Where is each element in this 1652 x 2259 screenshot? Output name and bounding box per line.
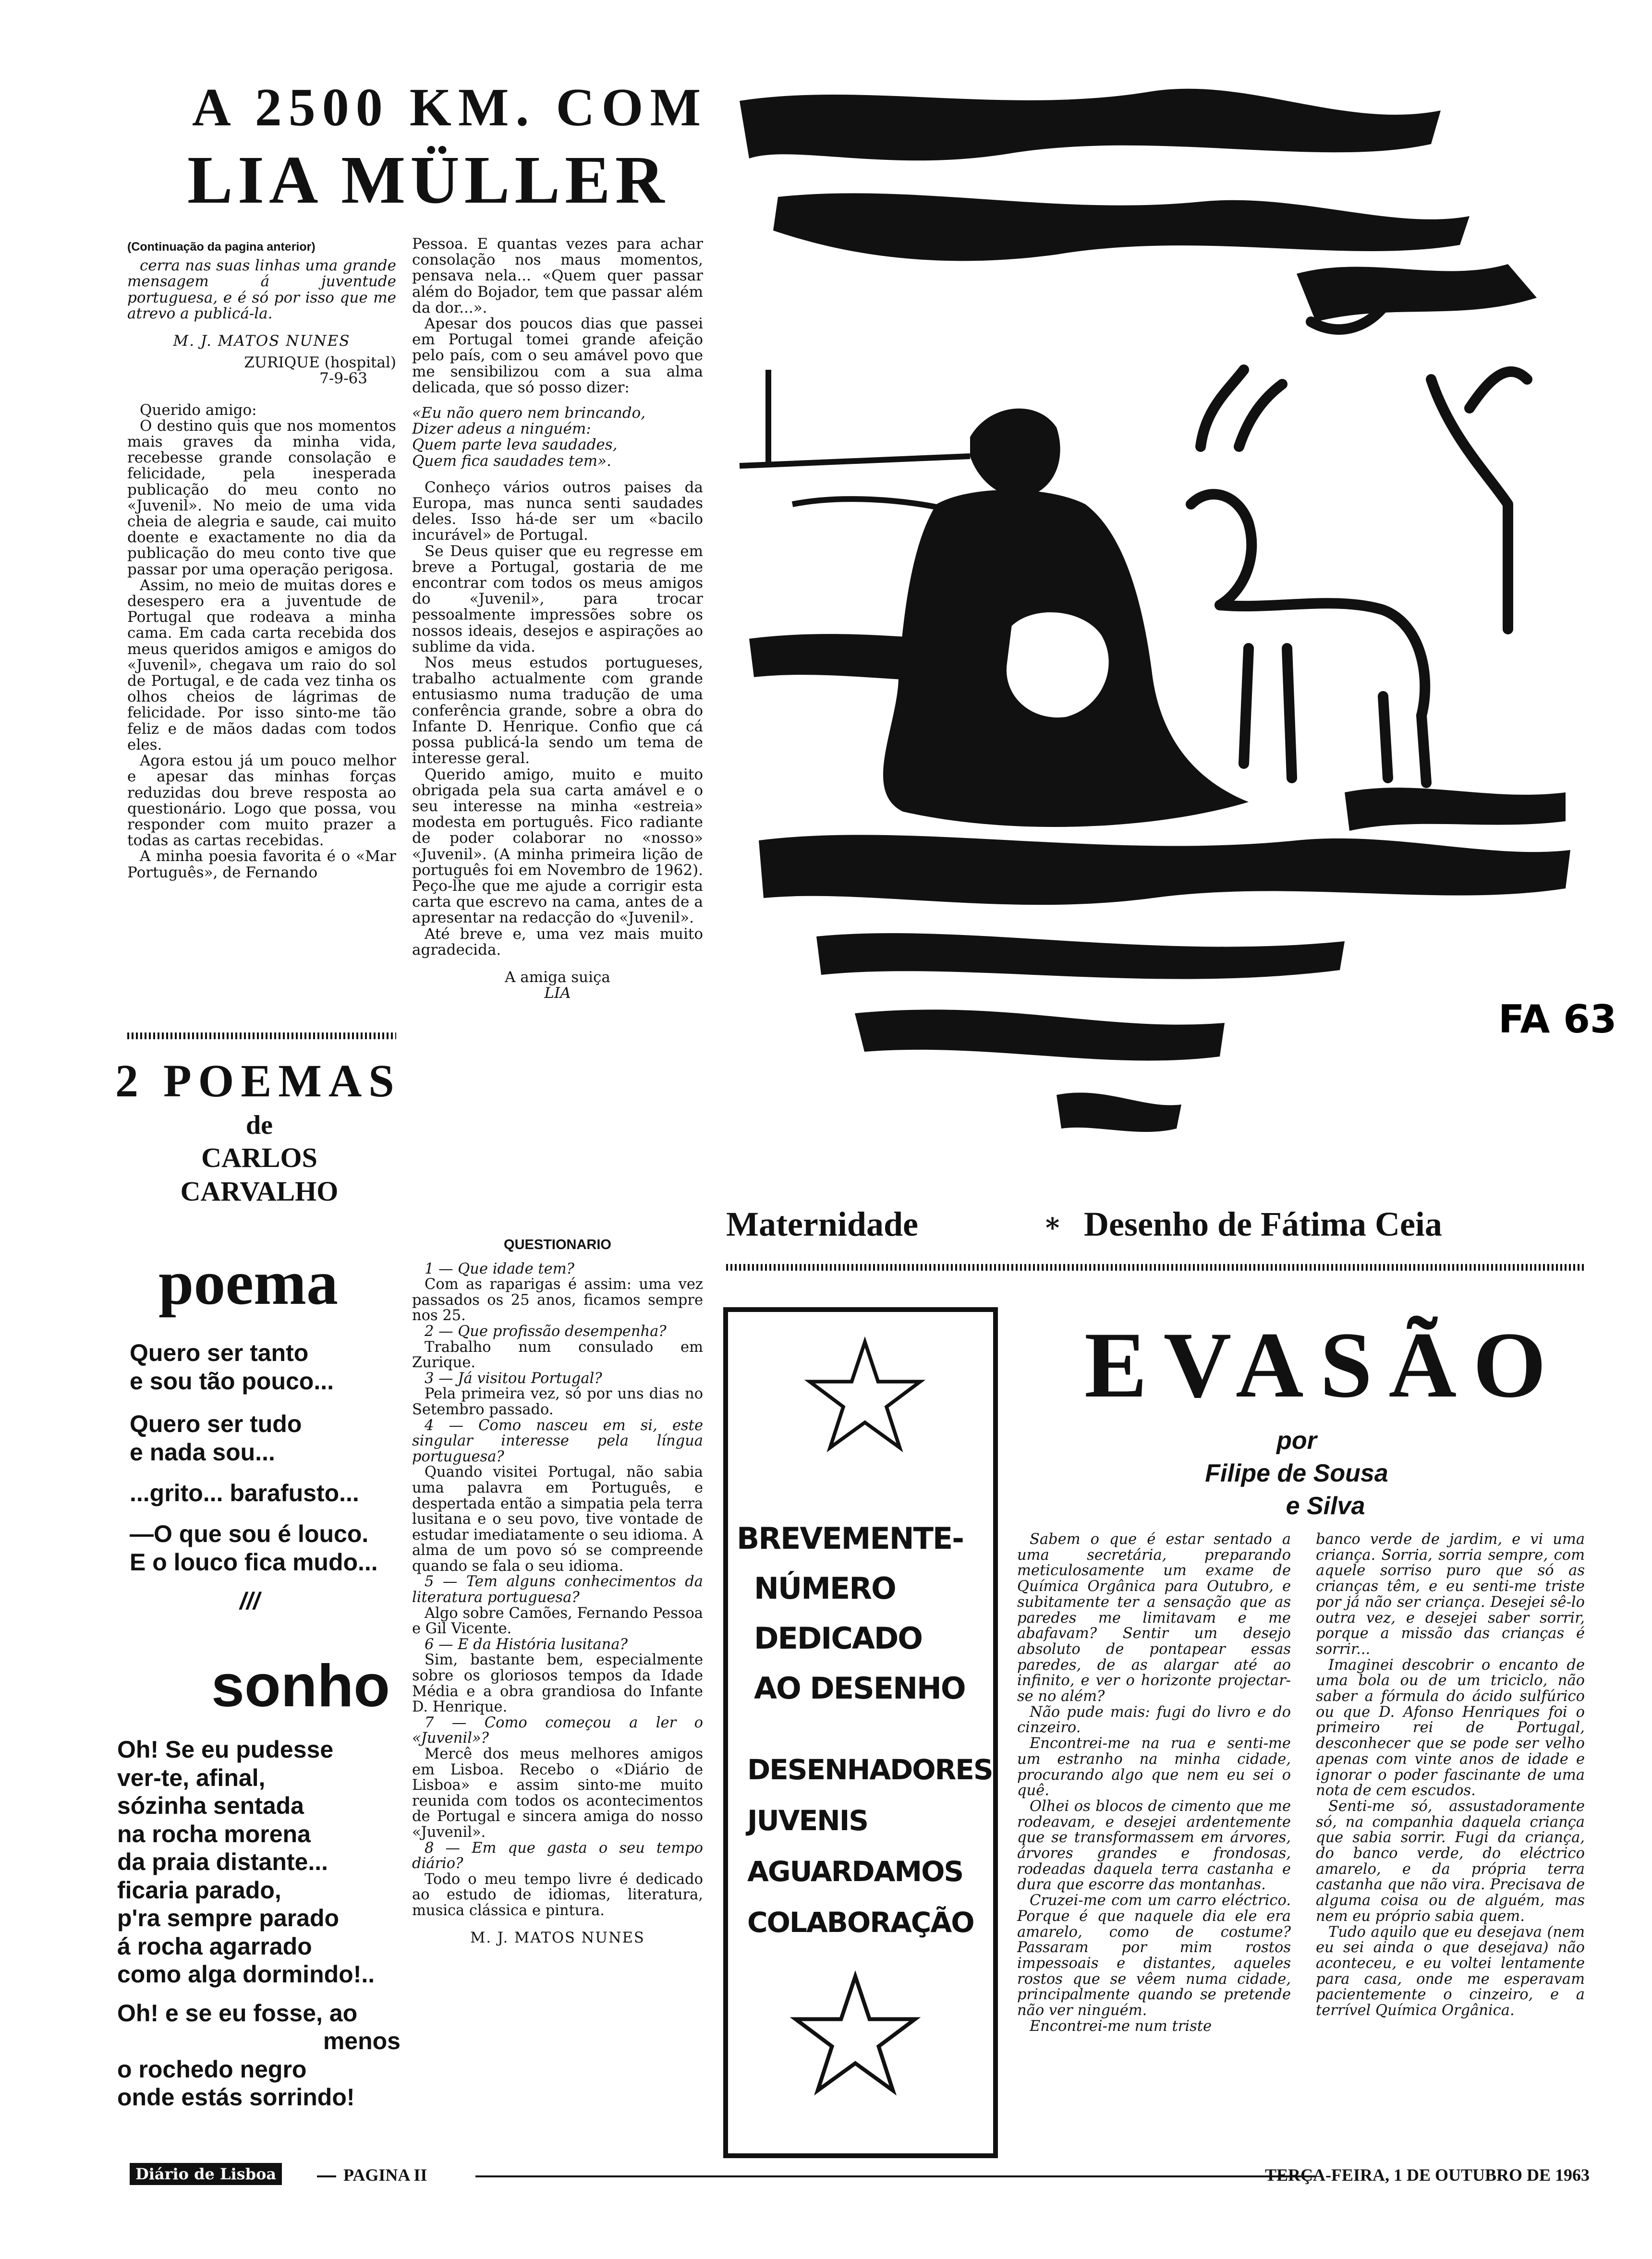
poems-title: 2 POEMAS [115, 1055, 401, 1106]
letter-column-2 [412, 236, 703, 1001]
poem-line: Oh! e se eu fosse, ao [117, 1999, 358, 2027]
announcement-line: DESENHADORES [747, 1753, 993, 1786]
announcement-line: JUVENIS [747, 1804, 868, 1837]
story-paragraph: Senti-me só, assustadoramente só, na companhia daquela criança que sabia sorrir. Fugi da criança, do banco verde, do eléctrico amarelo, e da própria terra castanha que não vira. Precisava de alguma coisa ou de alguém, mas nem eu próprio sabia quem. [1316, 1797, 1585, 1925]
poem-line: ver-te, afinal, [117, 1764, 266, 1791]
masthead-logo: Diário de Lisboa [130, 2163, 282, 2185]
story-title: EVASÃO [1084, 1313, 1563, 1417]
announcement-line: COLABORAÇÃO [747, 1906, 974, 1939]
poems-author-first: CARLOS [201, 1142, 317, 1173]
letter-paragraph: Se Deus quiser que eu regresse em breve a Portugal, gostaria de me encontrar com todos os meus amigos do «Juvenil», para trocar pessoalmente impressões sobre os nossos ideais, desejos e aspirações ao sublime da vida. [412, 542, 703, 656]
caption-asterisk: * [1045, 1212, 1060, 1244]
intro-signature: M. J. MATOS NUNES [173, 332, 351, 350]
letter-paragraph: Conheço vários outros paises da Europa, mas nunca senti saudades deles. Isso há-de ser um «bacilo incurável» de Portugal. [412, 478, 703, 544]
announcement-line: BREVEMENTE- [737, 1521, 964, 1556]
questionnaire-title: QUESTIONARIO [504, 1237, 611, 1252]
poem1-title: poema [158, 1247, 338, 1318]
letter-column-1 [127, 239, 396, 881]
letter-place: ZURIQUE (hospital) [244, 354, 396, 372]
poem-line: ficaria parado, [117, 1876, 281, 1904]
poem-line: —O que sou é louco. [130, 1520, 369, 1547]
verse-line: Dizer adeus a ninguém: [412, 420, 591, 438]
announcement-line: NÚMERO [754, 1571, 896, 1606]
story-paragraph: Imaginei descobrir o encanto de uma bola ou de um triciclo, não saber a fórmula do ácido sulfúrico ou que D. Afonso Henriques foi o primeiro rei de Portugal, desconhecer que se pode ser velho apenas com vinte anos de idade e ignorar o poder fascinante de uma nota de cem escudos. [1316, 1656, 1585, 1799]
verse-line: Quem parte leva saudades, [412, 436, 618, 454]
story-column-2 [1316, 1532, 1585, 2019]
poem-line: E o louco fica mudo... [130, 1549, 378, 1576]
question: 3 — Já visitou Portugal? [425, 1370, 602, 1387]
questionnaire-signature: M. J. MATOS NUNES [470, 1929, 645, 1946]
poem-line: Quero ser tudo [130, 1410, 302, 1437]
letter-date: 7-9-63 [319, 370, 367, 388]
poems-de: de [246, 1110, 273, 1140]
star-icon [790, 1970, 920, 2100]
announcement-text-2 [728, 1744, 993, 1948]
article-kicker: A 2500 KM. COM [192, 78, 708, 137]
letter-paragraph: O destino quis que nos momentos mais graves da minha vida, recebesse grande consolação e felicidade, pela inesperada publicação do meu conto no «Juvenil». No meio de uma vida cheia de alegria e saude, cai muito doente e exactamente no dia da publicação do meu conto tive que passar por uma operação perigosa. [127, 417, 396, 578]
story-paragraph: Olhei os blocos de cimento que me rodeavam, e desejei ardentemente que se transformassem em árvores, árvores grandes e frondosas, rodeadas daquela terra castanha e dura que escorre das montanhas. [1017, 1797, 1291, 1894]
letter-paragraph: Nos meus estudos portugueses, trabalho actualmente com grande entusiasmo numa tradução de uma conferência grande, sobre a obra do Infante D. Henrique. Confio que cá possa publicá-la sendo um tema de interesse geral. [412, 654, 703, 767]
letter-paragraph: Querido amigo, muito e muito obrigada pela sua carta amável e o seu interesse na minha «estreia» modesta em português. Fico radiante de poder colaborar no «nosso» «Juvenil». (A minha primeira lição de português foi em Novembro de 1962). Peço-lhe que me ajude a corrigir esta carta que escrevo na cama, antes de a apresentar na redacção do «Juvenil». [412, 765, 703, 927]
footer-rule-long [475, 2175, 1316, 2177]
drawing-caption [726, 1204, 1586, 1252]
continuation-note: (Continuação da pagina anterior) [127, 240, 316, 254]
story-paragraph: Tudo aquilo que eu desejava (nem eu sei ainda o que desejava) não aconteceu, e eu voltei lentamente para casa, onde me esperavam pacientemente o cinzeiro, e a terrível Química Orgânica. [1316, 1923, 1585, 2019]
star-icon [805, 1336, 925, 1456]
letter-paragraph: Assim, no meio de muitas dores e desespero era a juventude de Portugal que rodeava a minha cama. Em cada carta recebida dos meus queridos amigos e amigos do «Juvenil», chegava um raio do sol de Portugal, e de cada vez tinha os olhos cheios de lágrimas de felicidade. Por isso sinto-me tão feliz e de mãos dadas com todos eles. [127, 576, 396, 753]
question: 4 — Como nasceu em si, este singular interesse pela língua portuguesa? [412, 1417, 703, 1465]
question: 5 — Tem alguns conhecimentos da literatura portuguesa? [412, 1573, 703, 1606]
poems-header [115, 1055, 403, 1208]
wavy-divider [127, 1032, 396, 1039]
answer: Todo o meu tempo livre é dedicado ao estudo de idiomas, literatura, musica clássica e pintura. [412, 1870, 703, 1919]
story-paragraph: banco verde de jardim, e vi uma criança. Sorria, sorria sempre, com aquele sorriso puro que só as crianças têm, e eu senti-me triste por já não ser criança. Desejei sê-lo outra vez, e desejei saber sorrir, porque a missão das crianças é sorrir... [1316, 1531, 1585, 1658]
article-title: LIA MÜLLER [187, 142, 669, 218]
letter-paragraph: Até breve e, uma vez mais muito agradecida. [412, 925, 703, 959]
poem-line: á rocha agarrado [117, 1932, 312, 1960]
story-paragraph: Encontrei-me na rua e senti-me um estranho na minha cidade, procurando algo que nem eu sei o quê. [1017, 1735, 1291, 1799]
page-number: PAGINA II [343, 2165, 427, 2185]
letter-paragraph: Pessoa. E quantas vezes para achar consolação nos maus momentos, pensava nela... «Quem quer passar além do Bojador, tem que passar além da dor...». [412, 235, 703, 316]
story-paragraph: Cruzei-me com um carro eléctrico. Porque é que naquele dia ele era amarelo, como de costume? Passaram por mim rostos impessoais e distantes, aqueles rostos que se vêem numa cidade, principalmente quando se pretende não ver ninguém. [1017, 1892, 1291, 2019]
letter-intro: cerra nas suas linhas uma grande mensagem á juventude portuguesa, e é só por isso que me atrevo a publicá-la. [127, 257, 396, 322]
story-paragraph: Não pude mais: fugi do livro e do cinzeiro. [1017, 1703, 1291, 1737]
poem-line: sózinha sentada [117, 1792, 304, 1819]
poem-line: onde estás sorrindo! [117, 2084, 355, 2111]
questionnaire [412, 1237, 703, 1946]
poem-line: o rochedo negro [117, 2055, 307, 2083]
question: 7 — Como começou a ler o «Juvenil»? [412, 1714, 703, 1747]
announcement-text-1 [728, 1514, 993, 1713]
poem-line: e sou tão pouco... [130, 1368, 334, 1395]
question: 1 — Que idade tem? [425, 1260, 574, 1277]
answer: Sim, bastante bem, especialmente sobre os gloriosos tempos da Idade Média e a obra grandiosa do Infante D. Henrique. [412, 1652, 703, 1716]
poem-line: e nada sou... [130, 1439, 275, 1466]
answer: Com as raparigas é assim: uma vez passados os 25 anos, ficamos sempre nos 25. [412, 1276, 703, 1324]
verse-line: «Eu não quero nem brincando, [412, 404, 646, 422]
byline-author: e Silva [1286, 1492, 1365, 1520]
footer-rule-short [317, 2175, 336, 2177]
poem-line: na rocha morena [117, 1820, 311, 1847]
answer: Pela primeira vez, só por uns dias no Setembro passado. [412, 1385, 703, 1418]
poem2-title: sonho [211, 1653, 390, 1719]
artist-signature: FA 63 [1498, 997, 1617, 1042]
poem-line: menos [323, 2028, 401, 2054]
announcement-line: AO DESENHO [754, 1671, 965, 1706]
footer [130, 2161, 1590, 2190]
story-paragraph: Encontrei-me num triste [1030, 2017, 1212, 2035]
issue-date: TERÇA-FEIRA, 1 DE OUTUBRO DE 1963 [1264, 2165, 1590, 2185]
story-byline [1129, 1424, 1465, 1522]
story-column-1 [1017, 1532, 1291, 2035]
poem-line: da praia distante... [117, 1848, 328, 1875]
caption-title: Maternidade [726, 1205, 918, 1243]
byline-por: por [1276, 1427, 1317, 1455]
letter-salutation: Querido amigo: [140, 401, 257, 419]
letter-paragraph: Agora estou já um pouco melhor e apesar das minhas forças reduzidas dou breve resposta ao questionário. Logo que possa, vou responder com muito prazer a todas as cartas recebidas. [127, 752, 396, 850]
letter-signature: LIA [544, 984, 571, 1002]
poem2-body [117, 1736, 405, 2112]
poem-line: p'ra sempre parado [117, 1905, 340, 1931]
caption-credit: Desenho de Fátima Ceia [1084, 1205, 1442, 1243]
byline-author: Filipe de Sousa [1205, 1459, 1388, 1487]
poem-line: ...grito... barafusto... [130, 1480, 359, 1506]
poems-author-last: CARVALHO [180, 1176, 339, 1207]
question: 2 — Que profissão desempenha? [425, 1323, 667, 1340]
announcement-line: AGUARDAMOS [747, 1855, 963, 1888]
announcement-line: DEDICADO [754, 1621, 923, 1656]
question: 6 — E da História lusitana? [425, 1636, 628, 1653]
poem-line: como alga dormindo!.. [117, 1961, 375, 1988]
question: 8 — Em que gasta o seu tempo diário? [412, 1839, 703, 1872]
maternity-drawing [720, 72, 1617, 1167]
answer: Trabalho num consulado em Zurique. [412, 1338, 703, 1372]
verse-line: Quem fica saudades tem». [412, 452, 612, 470]
letter-paragraph: Apesar dos poucos dias que passei em Portugal tomei grande afeição pelo país, com o seu amável povo que me sensibilizou com a sua alma delicada, que só posso dizer: [412, 315, 703, 396]
answer: Mercê dos meus melhores amigos em Lisboa. Recebo o «Diário de Lisboa» e assim sinto-me muito reunida com todos os acontecimentos de Portugal e sincera amiga do nosso «Juvenil». [412, 1746, 703, 1841]
answer: Quando visitei Portugal, não sabia uma palavra em Português, e despertada então a simpatia pela terra lusitana e o seu povo, tive vontade de estudar imediatamente o seu idioma. A alma de um povo só se compreende quando se fala o seu idioma. [412, 1464, 703, 1575]
announcement-box [723, 1307, 998, 2158]
letter-closing: A amiga suiça [505, 968, 610, 986]
quoted-verse [412, 405, 703, 469]
story-paragraph: Sabem o que é estar sentado a uma secretária, preparando meticulosamente um exame de Química Orgânica para Outubro, e subitamente ter a sensação que as paredes me limitavam e me abafavam? Sentir um desejo absoluto de pontapear essas paredes, de as alargar até ao infinito, e ver o horizonte projectar-se no além? [1017, 1531, 1291, 1705]
poem-line: Oh! Se eu pudesse [117, 1736, 334, 1763]
poem1-body [130, 1339, 399, 1615]
letter-paragraph: A minha poesia favorita é o «Mar Português», de Fernando [127, 848, 396, 881]
poem-separator: /// [240, 1588, 260, 1615]
drawing-svg [720, 72, 1617, 1167]
poem-line: Quero ser tanto [130, 1339, 309, 1366]
wavy-divider [726, 1264, 1586, 1271]
answer: Algo sobre Camões, Fernando Pessoa e Gil Vicente. [412, 1604, 703, 1638]
